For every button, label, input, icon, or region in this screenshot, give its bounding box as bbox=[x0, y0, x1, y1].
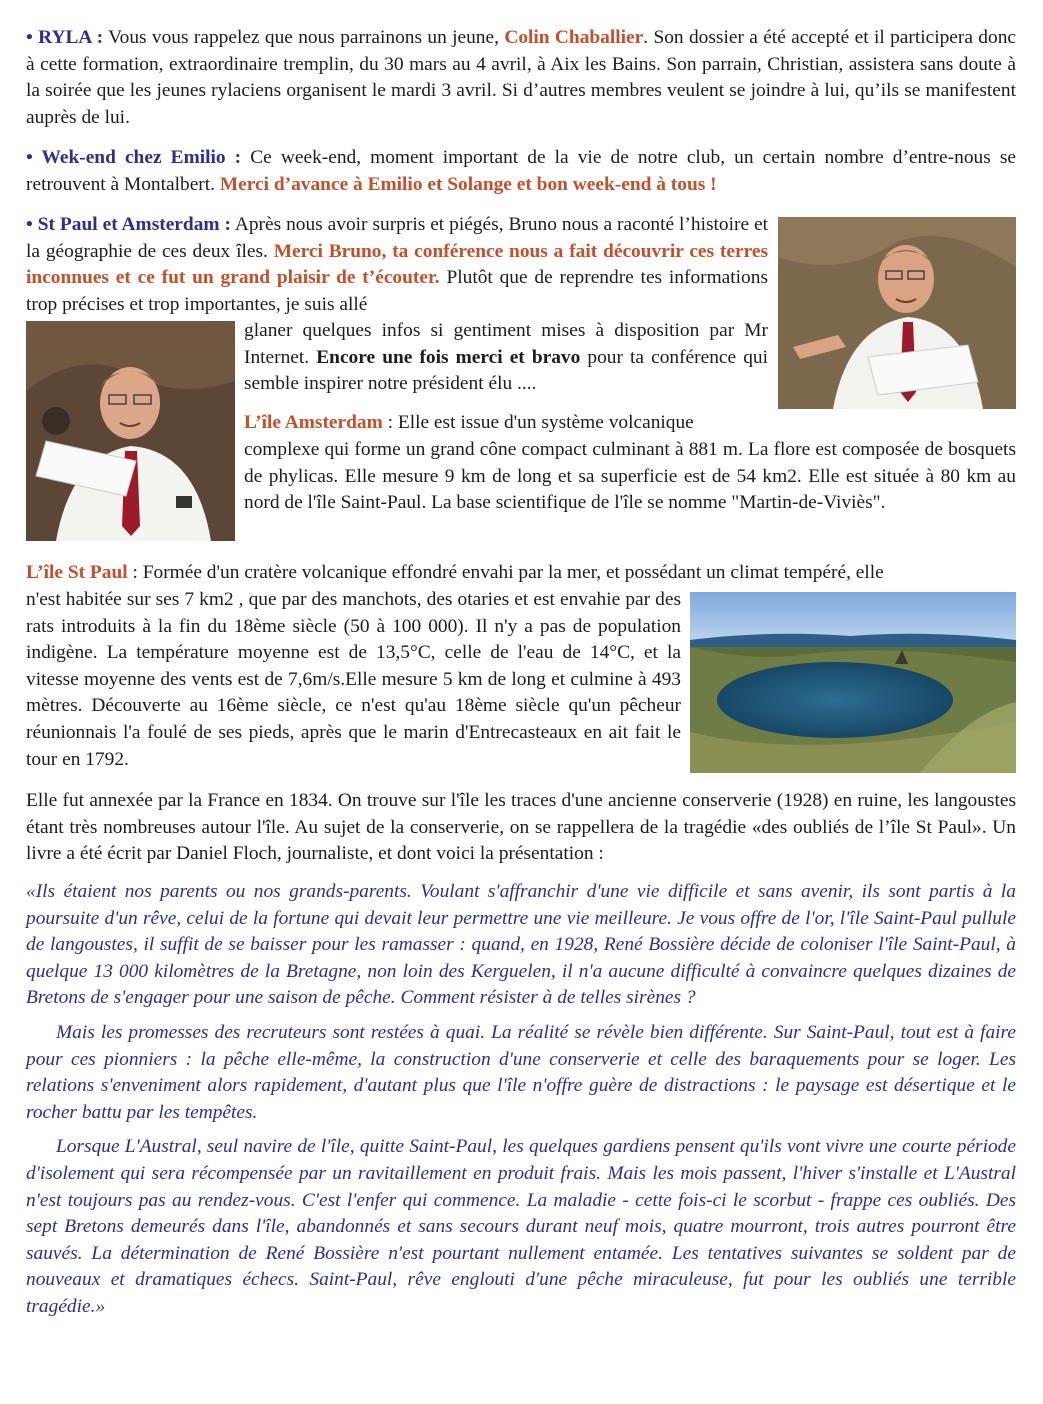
amsterdam-text-2: complexe qui forme un grand cône compact culminant à 881 m. La flore est composée de bosquets de phylicas. Elle mesure 9 km de long et sa superficie est de 54 km2. Elle est située à 80 km au nord de l'île Saint-Paul. La base scientifique de l'île se nomme "Martin-de-Viviès". bbox=[244, 439, 1016, 514]
internet-text-2: pour ta conférence qui semble inspirer notre président élu .... bbox=[244, 346, 768, 395]
amsterdam-intro bbox=[244, 410, 768, 437]
ryla-paragraph bbox=[26, 25, 1016, 131]
ryla-text-2: . Son dossier a été accepté et il participera donc à cette formation, extraordinaire tremplin, du 30 mars au 4 avril, à Aix les Bains. Son parrain, Christian, assistera sans doute à la soirée que les jeunes rylaciens organisent le mardi 3 avril. Si d’autres membres veulent se joindre à lui, qu’ils se manifestent auprès de lui. bbox=[26, 27, 1016, 128]
stpaul-thanks: Merci Bruno, ta conférence nous a fait découvrir ces terres inconnues et ce fut un grand plaisir de t’écouter. bbox=[26, 240, 768, 289]
quote-paragraph-2: Mais les promesses des recruteurs sont restées à quai. La réalité se révèle bien différente. Sur Saint-Paul, tout est à faire pour ces pionniers : la pêche elle-même, la construction d'une conserverie et celle des baraquements pour se loger. Les relations s'enveniment alors rapidement, d'autant plus que l'île n'offre guère de distractions : le paysage est désertique et le rocher battu par les tempêtes. bbox=[26, 1021, 1016, 1123]
speaker-photo-right-image bbox=[778, 217, 1016, 409]
speaker-photo-left-image bbox=[26, 321, 235, 541]
weekend-paragraph bbox=[26, 145, 1016, 198]
amsterdam-label: L’île Amsterdam bbox=[244, 412, 383, 433]
stpaul-text-2: Plutôt que de reprendre tes informations trop précises et trop importantes, je suis allé bbox=[26, 267, 768, 315]
internet-text-1: glaner quelques infos si gentiment mises à disposition par Mr Internet. bbox=[244, 320, 768, 368]
annexation-section bbox=[26, 788, 1016, 868]
quote-paragraph-3: Lorsque L'Austral, seul navire de l'île, quitte Saint-Paul, les quelques gardiens pensent qu'ils vont vivre une courte période d'isolement qui sera récompensée par un ravitaillement en produit frais. Mais les mois passent, l'hiver s'installe et L'Austral n'est toujours pas au rendez-vous. C'est l'enfer qui commence. La maladie - cette fois-ci le scorbut - frappe ces oubliés. Des sept Bretons demeurés dans l'île, abandonnés et sans secours durant neuf mois, quatre mourront, trois autres pourront être sauvés. La détermination de René Bossière n'est pourtant nullement entamée. Les tentatives suivantes se soldent par de nouveaux et dramatiques échecs. Saint-Paul, rêve englouti d'une pêche miraculeuse, fut pour les oubliés une terrible tragédie.» bbox=[26, 1136, 1016, 1317]
ilestpaul-text-2: n'est habitée sur ses 7 km2 , que par des manchots, des otaries et est envahie par des rats introduits à la fin du 18ème siècle (50 à 100 000). Il n'y a pas de population indigène. La température moyenne est de 13,5°C, celle de l'eau de 14°C, et la vitesse moyenne des vents est de 7,6m/s.Elle mesure 5 km de long et culmine à 493 mètres. Découverte au 16ème siècle, ce n'est qu'au 18ème siècle qu'un pêcheur réunionnais l'a foulé de ses pieds, après que le marin d'Entrecasteaux en ait fait le tour en 1792. bbox=[26, 589, 681, 770]
ryla-text-1: Vous vous rappelez que nous parrainons un jeune, bbox=[103, 27, 505, 48]
ilestpaul-paragraph bbox=[26, 587, 681, 773]
internet-paragraph bbox=[244, 318, 768, 398]
amsterdam-text-1: : Elle est issue d'un système volcanique bbox=[382, 412, 694, 433]
book-quote bbox=[26, 879, 1016, 1321]
amsterdam-paragraph bbox=[244, 437, 1016, 517]
ilestpaul-text-3: Elle fut annexée par la France en 1834. On trouve sur l'île les traces d'une ancienne conserverie (1928) en ruine, les langoustes étant très nombreuses autour l'île. Au sujet de la conserverie, on se rappellera de la tragédie «des oubliés de l’île St Paul». Un livre a été écrit par Daniel Floch, journaliste, et dont voici la présentation : bbox=[26, 790, 1016, 865]
weekend-thanks: Merci d’avance à Emilio et Solange et bon week-end à tous ! bbox=[219, 173, 717, 195]
stpaul-text-1: Après nous avoir surpris et piégés, Bruno nous a raconté l’histoire et la géographie de ces deux îles. bbox=[26, 214, 768, 262]
ilestpaul-text-1: : Formée d'un cratère volcanique effondré envahi par la mer, et possédant un climat tempéré, elle bbox=[127, 562, 884, 583]
internet-bold: Encore une fois merci et bravo bbox=[316, 346, 581, 368]
annexation-paragraph bbox=[26, 788, 1016, 868]
amsterdam-section bbox=[244, 437, 1016, 517]
ryla-section bbox=[26, 25, 1016, 131]
ilestpaul-first-line bbox=[26, 560, 1016, 587]
ryla-name: Colin Chaballier bbox=[504, 27, 644, 48]
ilestpaul-section bbox=[26, 587, 681, 773]
amsterdam-first-line bbox=[244, 410, 768, 437]
quote-paragraph-1: «Ils étaient nos parents ou nos grands-parents. Voulant s'affranchir d'une vie difficile et sans avenir, ils sont partis à la poursuite d'un rêve, celui de la fortune qui devait leur permettre une vie meilleure. Je vous offre de l'or, l'île Saint-Paul pullule de langoustes, il suffit de se baisser pour les ramasser : quand, en 1928, René Bossière décide de coloniser l'île Saint-Paul, à quelque 13 000 kilomètres de la Bretagne, non loin des Kerguelen, il n'a aucune difficulté à convaincre quelques dizaines de Bretons de s'engager pour une saison de pêche. Comment résister à de telles sirènes ? bbox=[26, 881, 1016, 1009]
speaker-photo-right bbox=[778, 217, 1016, 409]
internet-note bbox=[244, 318, 768, 398]
stpaul-paragraph bbox=[26, 212, 768, 318]
crater-photo-image bbox=[690, 592, 1016, 773]
weekend-text: Ce week-end, moment important de la vie de notre club, un certain nombre d’entre-nous se retrouvent à Montalbert. bbox=[26, 147, 1016, 195]
crater-photo bbox=[690, 592, 1016, 773]
ryla-heading: • RYLA : bbox=[26, 27, 104, 48]
weekend-section bbox=[26, 145, 1016, 198]
speaker-photo-left bbox=[26, 321, 235, 541]
ilestpaul-intro bbox=[26, 560, 1016, 587]
stpaul-heading: • St Paul et Amsterdam : bbox=[26, 214, 231, 235]
stpaul-section bbox=[26, 212, 768, 318]
weekend-heading: • Wek-end chez Emilio : bbox=[26, 147, 242, 168]
ilestpaul-label: L’île St Paul bbox=[26, 562, 128, 583]
